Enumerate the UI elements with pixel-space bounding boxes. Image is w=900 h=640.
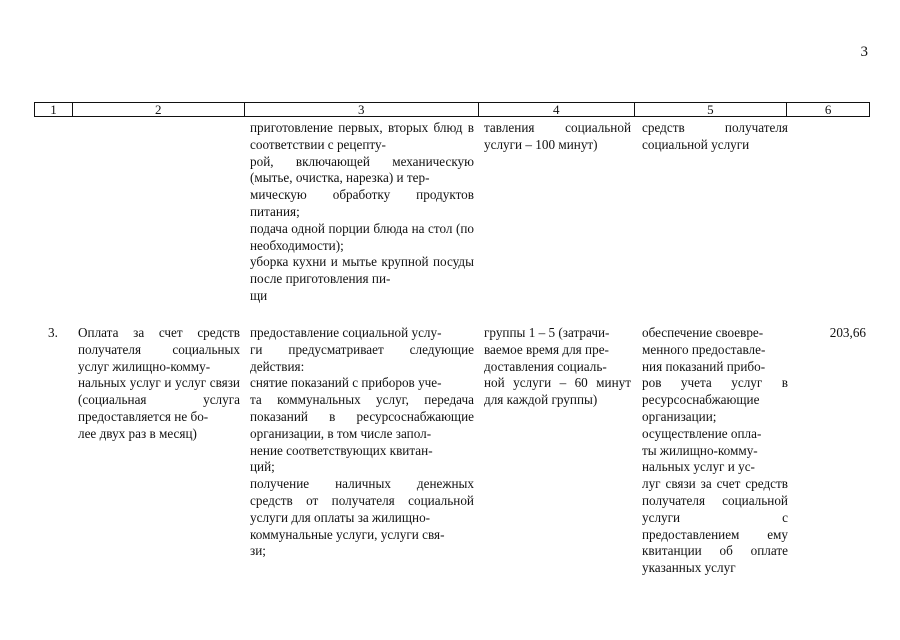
- header-col-4: 4: [479, 103, 635, 116]
- continuation-col-4: тавления социальной услуги – 100 минут): [484, 120, 631, 152]
- page-number: 3: [860, 44, 868, 60]
- time-norm-cell: группы 1 – 5 (затрачи- ваемое время для пре- доставления социаль- ной услуги – 60 минут для каждой группы): [484, 325, 631, 408]
- quality-indicator-cell: обеспечение своевре- менного предоставле- ния показаний прибо- ров учета услуг в ресурсоснабжающие организации; осуществление опла- ты жилищно-комму- нальных услуг и ус- луг связи за счет средств получателя социальной услуги с предоставлением ему квитанции об оплате указанных услуг: [642, 325, 788, 576]
- header-col-5: 5: [635, 103, 788, 116]
- table-header-row: [34, 102, 870, 117]
- continuation-col-3: приготовление первых, вторых блюд в соответствии с рецепту- рой, включающей механическую (мытье, очистка, нарезка) и тер- мическую обработку продуктов питания; подача одной порции блюда на стол (по необходимости); уборка кухни и мытье крупной посуды после приготовления пи- щи: [250, 120, 474, 303]
- header-col-3: 3: [245, 103, 479, 116]
- tariff-cell: 203,66: [829, 325, 866, 340]
- header-col-1: 1: [35, 103, 73, 116]
- row-number: 3.: [48, 325, 58, 340]
- header-col-2: 2: [73, 103, 245, 116]
- header-col-6: 6: [824, 101, 832, 117]
- service-name-cell: Оплата за счет средств получателя социальных услуг жилищно-комму- нальных услуг и услуг связи (социальная услуга предоставляется не бо- лее двух раз в месяц): [78, 325, 240, 441]
- service-description-cell: предоставление социальной услу- ги предусматривает следующие действия: снятие показаний с приборов уче- та коммунальных услуг, передача показаний в ресурсоснабжающие организации, в том числе запол- нение соответствующих квитан- ций; получение наличных денежных средств от получателя социальной услуги для оплаты за жилищно- коммунальные услуги, услуги свя- зи;: [250, 325, 474, 559]
- continuation-col-5: средств получателя социальной услуги: [642, 120, 788, 152]
